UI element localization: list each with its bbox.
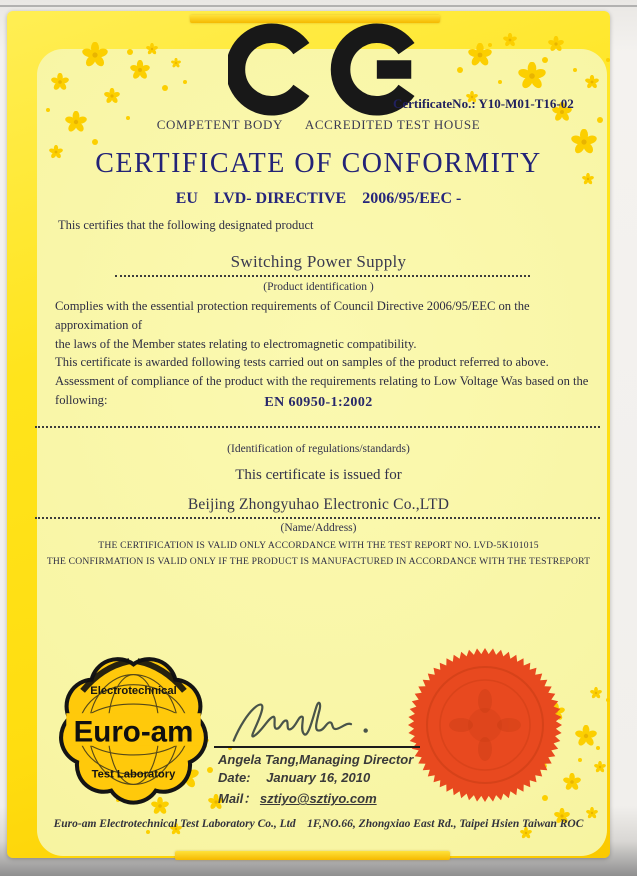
flower-icon — [171, 55, 181, 73]
date-label: Date: — [218, 770, 251, 785]
flower-icon — [82, 42, 108, 73]
product-divider — [115, 275, 530, 277]
badge-top-label: Electrotechnical — [90, 684, 177, 697]
company-name: Beijing Zhongyuhao Electronic Co.,LTD — [187, 496, 450, 513]
date-value: January 16, 2010 — [266, 770, 371, 785]
flower-icon — [575, 725, 597, 747]
paragraph-line: This certificate is awarded following tests carried out on samples of the product referred to above. — [55, 355, 549, 370]
product-caption: (Product identification ) — [263, 281, 374, 293]
compliance-paragraph — [55, 297, 597, 410]
photo-edge-line — [0, 5, 637, 7]
flower-icon — [503, 33, 517, 52]
flower-icon — [548, 36, 564, 52]
floral-dot — [596, 746, 600, 750]
validity-line-1: THE CERTIFICATION IS VALID ONLY ACCORDANCE WITH THE TEST REPORT NO. LVD-5K101015 — [98, 540, 539, 551]
flower-icon — [594, 760, 606, 778]
flower-icon — [563, 773, 581, 791]
flower-icon — [171, 58, 181, 68]
name-caption: (Name/Address) — [280, 522, 357, 534]
flower-icon — [146, 42, 158, 60]
issued-lead: This certificate is issued for — [235, 467, 402, 483]
flower-icon — [548, 36, 564, 57]
paragraph-line: Assessment of compliance of the product with the requirements relating to Low Voltage Was based on the — [55, 374, 589, 389]
flower-icon — [594, 761, 606, 773]
flower-icon — [104, 88, 120, 104]
product-name: Switching Power Supply — [230, 252, 407, 271]
flower-icon — [51, 73, 69, 96]
floral-dot — [498, 80, 502, 84]
mail-row — [218, 788, 377, 807]
flower-icon — [146, 43, 158, 55]
signature-line — [214, 746, 420, 748]
flower-icon — [590, 686, 602, 704]
flower-icon — [590, 687, 602, 699]
floral-dot — [606, 58, 610, 62]
floral-dot — [573, 68, 577, 72]
floral-dot — [46, 108, 50, 112]
flower-icon — [51, 73, 69, 91]
floral-dot — [606, 698, 610, 702]
flower-icon — [575, 725, 597, 752]
floral-dot — [488, 43, 492, 47]
flower-icon — [518, 62, 546, 95]
flower-icon — [130, 60, 150, 80]
flower-icon — [585, 75, 599, 89]
floral-dot — [578, 758, 582, 762]
certificate-number: CertificateNo.: Y10-M01-T16-02 — [393, 96, 574, 111]
signature — [218, 693, 418, 748]
paragraph-line: the laws of the Member states relating to electromagnetic compatibility. — [55, 336, 417, 351]
floral-dot — [92, 139, 98, 145]
date-row — [218, 770, 370, 785]
red-seal — [405, 645, 565, 805]
badge-bottom-label: Test Laboratory — [91, 768, 176, 781]
signer-name-title: Angela Tang,Managing Director — [218, 752, 414, 767]
footer-line: Euro-am Electrotechnical Test Laboratory Co., Ltd 1F,NO.66, Zhongxiao East Rd., Taipei Hsien Taiwan ROC — [53, 818, 584, 830]
standard-code: EN 60950-1:2002 — [264, 395, 373, 410]
paragraph-line: following: — [55, 392, 108, 407]
certificate-title: CERTIFICATE OF CONFORMITY — [95, 148, 542, 179]
gold-bar-bottom — [175, 851, 450, 860]
flower-icon — [468, 43, 492, 72]
floral-dot — [542, 57, 548, 63]
flower-icon — [518, 62, 546, 90]
name-divider — [35, 517, 600, 519]
floral-dot — [162, 85, 168, 91]
floral-dot — [127, 49, 133, 55]
standards-divider — [35, 426, 600, 428]
flower-icon — [503, 33, 517, 47]
flower-icon — [104, 88, 120, 109]
competent-body-line: COMPETENT BODY ACCREDITED TEST HOUSE — [156, 117, 481, 132]
badge-name: Euro-am — [73, 715, 194, 749]
floral-dot — [457, 67, 463, 73]
intro-line: This certifies that the following designated product — [58, 218, 314, 232]
floral-dot — [146, 830, 150, 834]
paragraph-line: Complies with the essential protection requirements of Council Directive 2006/95/EEC on the approximation of — [55, 299, 530, 332]
validity-line-2: THE CONFIRMATION IS VALID ONLY IF THE PRODUCT IS MANUFACTURED IN ACCORDANCE WITH THE TESTREPORT — [46, 556, 591, 567]
mail-value: sztiyo@sztiyo.com — [259, 791, 377, 806]
euro-am-badge — [50, 646, 218, 814]
directive-line: EU LVD- DIRECTIVE 2006/95/EEC - — [175, 190, 462, 207]
flower-icon — [130, 60, 150, 85]
flower-icon — [585, 75, 599, 94]
mail-label: Mail： — [218, 791, 257, 806]
flower-icon — [563, 773, 581, 796]
flower-icon — [82, 42, 108, 68]
standards-caption: (Identification of regulations/standards) — [227, 443, 410, 455]
floral-dot — [183, 80, 187, 84]
